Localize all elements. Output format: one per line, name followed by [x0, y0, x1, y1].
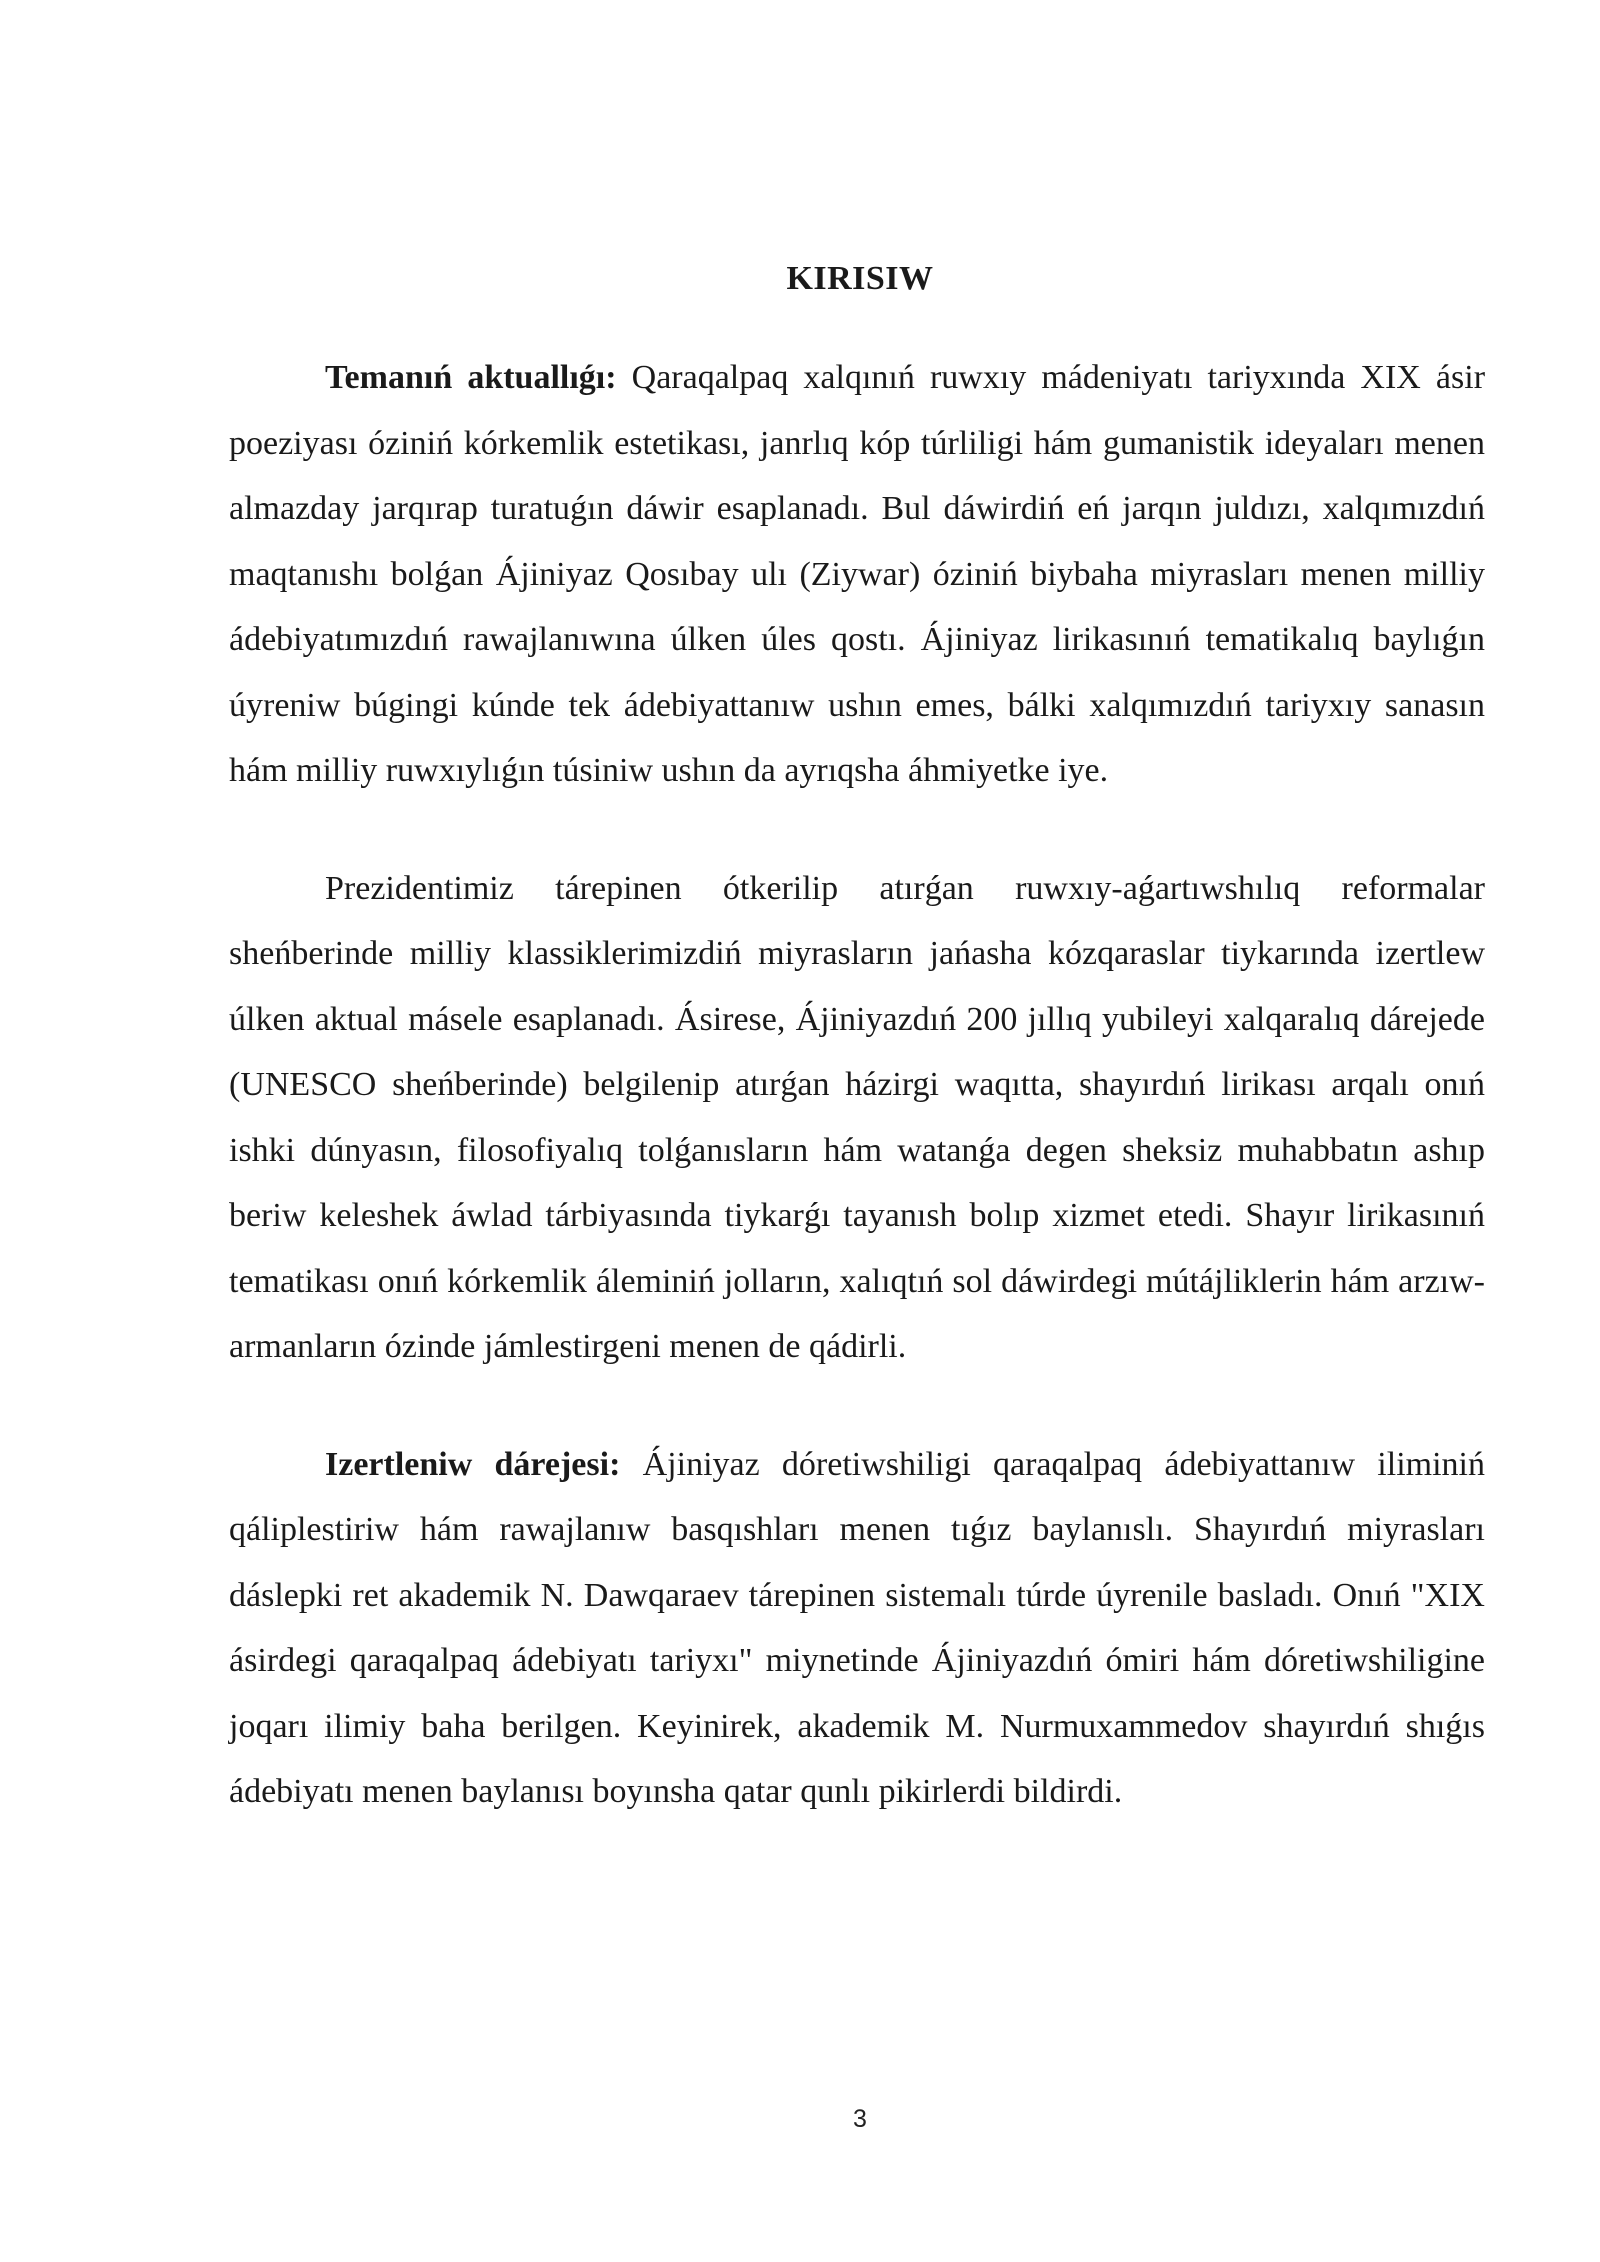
- paragraph-text: Prezidentimiz tárepinen ótkerilip atırǵan ruwxıy-aǵartıwshılıq reformalar sheńberinde milliy klassiklerimizdiń miyrasların jańasha kózqaraslar tiykarında izertlew úlken aktual másele esaplanadı. Ásirese, Ájiniyazdıń 200 jıllıq yubileyi xalqaralıq dárejede (UNESCO sheńberinde) belgilenip atırǵan házirgi waqıtta, shayırdıń lirikası arqalı onıń ishki dúnyasın, filosofiyalıq tolǵanısların hám watanǵa degen sheksiz muhabbatın ashıp beriw keleshek áwlad tárbiyasında tiykarǵı tayanısh bolıp xizmet etedi. Shayır lirikasınıń tematikası onıń kórkemlik áleminiń jolların, xalıqtıń sol dáwirdegi mútájliklerin hám arzıw-armanların ózinde jámlestirgeni menen de qádirli.: [229, 869, 1485, 1365]
- paragraph-research-level: [229, 1432, 1485, 1825]
- page-number: 3: [853, 2105, 867, 2133]
- paragraph-lead: Izertleniw dárejesi:: [325, 1445, 621, 1483]
- paragraph-text: Qaraqalpaq xalqınıń ruwxıy mádeniyatı tariyxında XIX ásir poeziyası óziniń kórkemlik estetikası, janrlıq kóp túrliligi hám gumanistik ideyaları menen almazday jarqırap turatuǵın dáwir esaplanadı. Bul dáwirdiń eń jarqın juldızı, xalqımızdıń maqtanıshı bolǵan Ájiniyaz Qosıbay ulı (Ziywar) óziniń biybaha miyrasları menen milliy ádebiyatımızdıń rawajlanıwına úlken úles qostı. Ájiniyaz lirikasınıń tematikalıq baylıǵın úyreniw búgingi kúnde tek ádebiyattanıw ushın emes, bálki xalqımızdıń tariyxıy sanasın hám milliy ruwxıylıǵın túsiniw ushın da ayrıqsha áhmiyetke iye.: [229, 359, 1486, 789]
- section-heading: KIRISIW: [786, 260, 934, 297]
- paragraph-reforms: [229, 856, 1485, 1380]
- body-text: [229, 345, 1485, 1825]
- paragraph-text: Ájiniyaz dóretiwshiligi qaraqalpaq ádebiyattanıw iliminiń qáliplestiriw hám rawajlanıw basqıshları menen tıǵız baylanıslı. Shayırdıń miyrasları dáslepki ret akademik N. Dawqaraev tárepinen sistemalı túrde úyrenile basladı. Onıń "XIX ásirdegi qaraqalpaq ádebiyatı tariyxı" miynetinde Ájiniyazdıń ómiri hám dóretiwshiligine joqarı ilimiy baha berilgen. Keyinirek, akademik M. Nurmuxammedov shayırdıń shıǵıs ádebiyatı menen baylanısı boyınsha qatar qunlı pikirlerdi bildirdi.: [229, 1445, 1485, 1810]
- paragraph-relevance: [229, 345, 1485, 804]
- paragraph-lead: Temanıń aktuallıǵı:: [325, 359, 617, 396]
